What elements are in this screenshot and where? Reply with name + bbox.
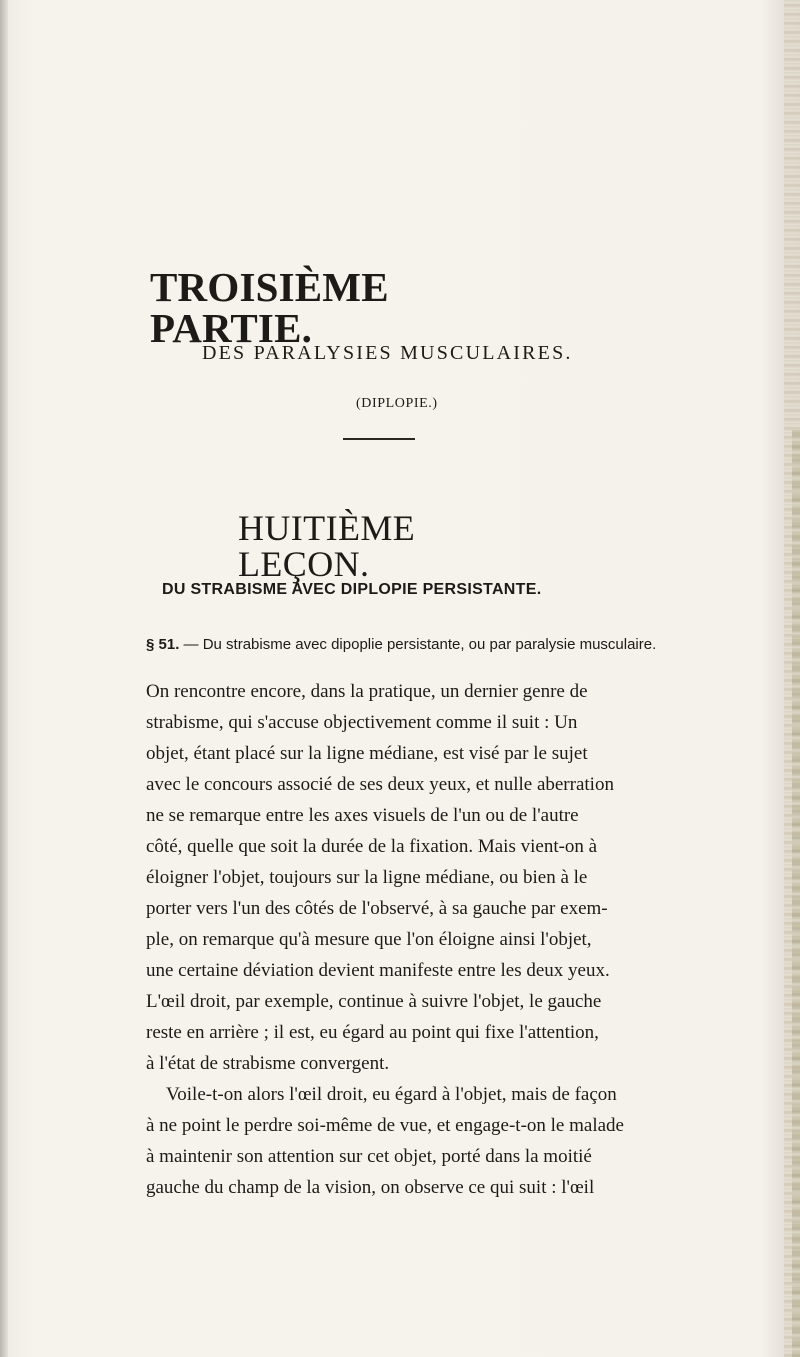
body-line: On rencontre encore, dans la pratique, un dernier genre de — [146, 681, 588, 702]
body-line: à maintenir son attention sur cet objet, porté dans la moitié — [146, 1146, 592, 1167]
body-line: avec le concours associé de ses deux yeux, et nulle aberration — [146, 774, 614, 795]
page-gutter-shadow — [0, 0, 8, 1357]
body-line: une certaine déviation devient manifeste entre les deux yeux. — [146, 960, 610, 981]
body-line: objet, étant placé sur la ligne médiane, est visé par le sujet — [146, 743, 588, 764]
page-edge-stack — [784, 0, 800, 1357]
body-line: éloigner l'objet, toujours sur la ligne médiane, ou bien à le — [146, 867, 588, 888]
lesson-title: HUITIÈME LEÇON. — [238, 508, 416, 584]
body-line: côté, quelle que soit la durée de la fixation. Mais vient-on à — [146, 836, 598, 857]
body-line: ple, on remarque qu'à mesure que l'on éloigne ainsi l'objet, — [146, 929, 592, 950]
section-number: § 51. — [146, 636, 180, 653]
section-note — [146, 637, 766, 652]
body-line: à l'état de strabisme convergent. — [146, 1053, 390, 1074]
section-description: — Du strabisme avec dipoplie persistante, ou par paralysie musculaire. — [183, 636, 657, 653]
body-line: Voile-t-on alors l'œil droit, eu égard à l'objet, mais de façon — [166, 1084, 617, 1105]
body-line: strabisme, qui s'accuse objectivement comme il suit : Un — [146, 712, 578, 733]
body-line: gauche du champ de la vision, on observe ce qui suit : l'œil — [146, 1177, 595, 1198]
body-line: reste en arrière ; il est, eu égard au point qui fixe l'attention, — [146, 1022, 599, 1043]
part-title: TROISIÈME PARTIE. — [150, 264, 389, 351]
part-subtitle: DES PARALYSIES MUSCULAIRES. — [202, 342, 573, 364]
section-divider — [343, 438, 415, 440]
lesson-section-title: DU STRABISME AVEC DIPLOPIE PERSISTANTE. — [162, 581, 542, 598]
body-line: à ne point le perdre soi-même de vue, et engage-t-on le malade — [146, 1115, 624, 1136]
body-line: porter vers l'un des côtés de l'observé, à sa gauche par exem- — [146, 898, 608, 919]
body-line: ne se remarque entre les axes visuels de l'un ou de l'autre — [146, 805, 579, 826]
body-line: L'œil droit, par exemple, continue à suivre l'objet, le gauche — [146, 991, 602, 1012]
part-subtitle-note: (DIPLOPIE.) — [356, 396, 438, 411]
